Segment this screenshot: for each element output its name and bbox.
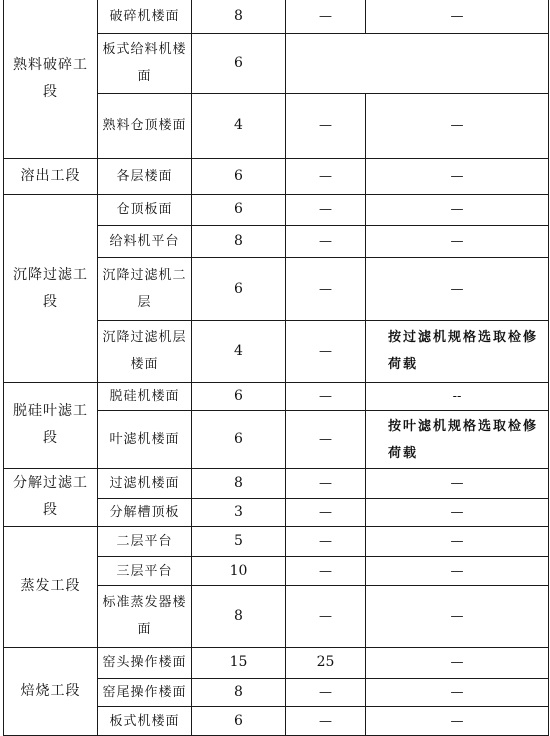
section-cell: 沉降过滤工段 [4, 195, 98, 383]
section-cell: 脱硅叶滤工段 [4, 382, 98, 468]
extra-load-cell: — [286, 585, 366, 647]
place-cell: 仓顶板面 [98, 195, 192, 225]
note-cell: — [366, 0, 549, 33]
place-cell: 各层楼面 [98, 158, 192, 195]
note-cell: — [366, 195, 549, 225]
load-cell: 6 [192, 707, 286, 736]
place-cell: 给料机平台 [98, 225, 192, 257]
section-cell: 分解过滤工段 [4, 469, 98, 527]
load-cell: 3 [192, 498, 286, 526]
place-cell: 沉降过滤机层楼面 [98, 321, 192, 383]
place-cell: 窑尾操作楼面 [98, 679, 192, 707]
extra-load-cell: — [286, 557, 366, 585]
table-row [4, 469, 549, 498]
extra-load-cell: — [286, 321, 366, 383]
load-cell: 8 [192, 469, 286, 498]
load-cell: 15 [192, 647, 286, 678]
load-cell: 6 [192, 382, 286, 410]
table-row [4, 158, 549, 195]
section-cell: 溶出工段 [4, 158, 98, 195]
extra-load-cell: — [286, 158, 366, 195]
load-cell: 6 [192, 158, 286, 195]
load-cell: 8 [192, 679, 286, 707]
place-cell: 标准蒸发器楼面 [98, 585, 192, 647]
load-cell: 4 [192, 321, 286, 383]
extra-load-cell: — [286, 225, 366, 257]
place-cell: 熟料仓顶楼面 [98, 93, 192, 158]
place-cell: 脱硅机楼面 [98, 382, 192, 410]
place-cell: 板式机楼面 [98, 707, 192, 736]
extra-load-cell [286, 33, 549, 93]
extra-load-cell: — [286, 195, 366, 225]
extra-load-cell: — [286, 0, 366, 33]
table-row [4, 382, 549, 410]
load-cell: 4 [192, 93, 286, 158]
section-cell: 熟料破碎工段 [4, 0, 98, 158]
note-cell: — [366, 526, 549, 556]
table-row [4, 647, 549, 678]
extra-load-cell: — [286, 382, 366, 410]
section-cell: 焙烧工段 [4, 647, 98, 735]
note-cell: — [366, 469, 549, 498]
note-cell: — [366, 585, 549, 647]
load-cell: 6 [192, 195, 286, 225]
load-cell: 6 [192, 33, 286, 93]
load-cell: 5 [192, 526, 286, 556]
load-cell: 8 [192, 0, 286, 33]
place-cell: 三层平台 [98, 557, 192, 585]
extra-load-cell: — [286, 93, 366, 158]
note-cell: — [366, 679, 549, 707]
note-cell: — [366, 557, 549, 585]
note-cell: — [366, 498, 549, 526]
note-cell: -- [366, 382, 549, 410]
place-cell: 破碎机楼面 [98, 0, 192, 33]
extra-load-cell: — [286, 258, 366, 321]
load-cell: 6 [192, 258, 286, 321]
note-cell: — [366, 647, 549, 678]
place-cell: 板式给料机楼面 [98, 33, 192, 93]
load-table [3, 0, 549, 736]
extra-load-cell: — [286, 707, 366, 736]
note-cell: — [366, 225, 549, 257]
note-cell: 按过滤机规格选取检修荷载 [366, 321, 549, 383]
extra-load-cell: — [286, 679, 366, 707]
place-cell: 分解槽顶板 [98, 498, 192, 526]
table-row [4, 195, 549, 225]
note-cell: — [366, 258, 549, 321]
place-cell: 二层平台 [98, 526, 192, 556]
extra-load-cell: — [286, 411, 366, 469]
load-cell: 8 [192, 225, 286, 257]
extra-load-cell: — [286, 469, 366, 498]
place-cell: 窑头操作楼面 [98, 647, 192, 678]
place-cell: 过滤机楼面 [98, 469, 192, 498]
load-cell: 6 [192, 411, 286, 469]
load-cell: 10 [192, 557, 286, 585]
load-cell: 8 [192, 585, 286, 647]
place-cell: 沉降过滤机二层 [98, 258, 192, 321]
extra-load-cell: — [286, 498, 366, 526]
note-cell: — [366, 707, 549, 736]
extra-load-cell: — [286, 526, 366, 556]
note-cell: — [366, 93, 549, 158]
table-row [4, 0, 549, 33]
note-cell: — [366, 158, 549, 195]
section-cell: 蒸发工段 [4, 526, 98, 647]
table-row [4, 526, 549, 556]
extra-load-cell: 25 [286, 647, 366, 678]
place-cell: 叶滤机楼面 [98, 411, 192, 469]
note-cell: 按叶滤机规格选取检修荷载 [366, 411, 549, 469]
